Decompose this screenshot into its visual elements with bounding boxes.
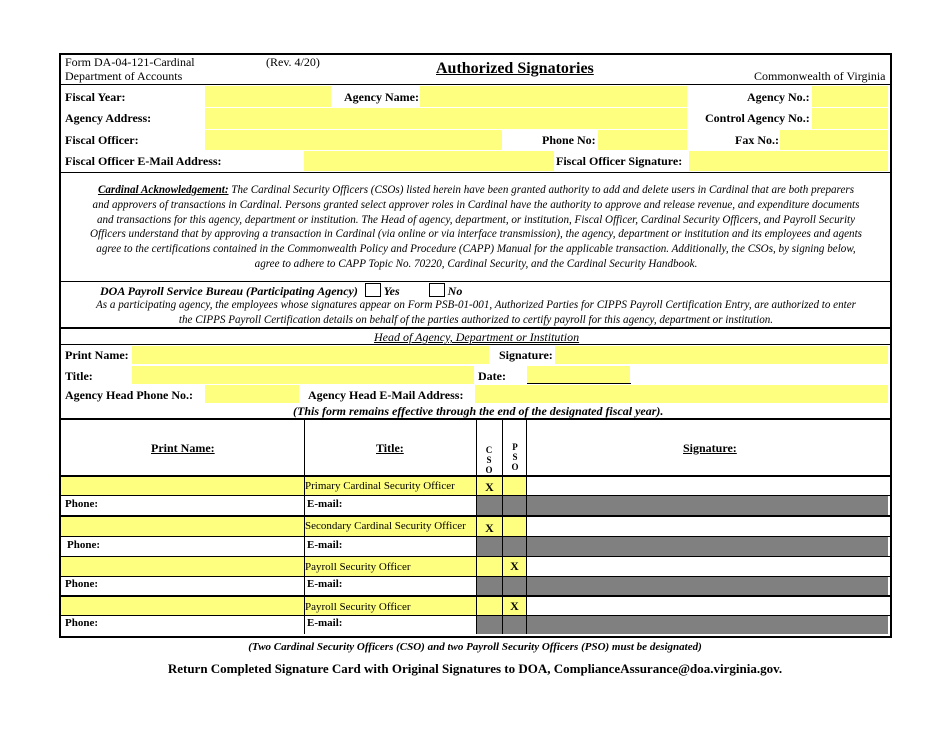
- payroll-bureau-label: DOA Payroll Service Bureau (Participating Agency): [100, 284, 358, 298]
- form-id: Form DA-04-121-Cardinal: [65, 55, 195, 69]
- head-date-label: Date:: [478, 369, 506, 383]
- officer-1-pso-cell: [503, 477, 526, 495]
- designation-note: (Two Cardinal Security Officers (CSO) and two Payroll Security Officers (PSO) must be designated): [248, 641, 702, 653]
- fiscal-year-label: Fiscal Year:: [65, 90, 126, 104]
- commonwealth-label: Commonwealth of Virginia: [754, 69, 886, 83]
- agency-name-label: Agency Name:: [344, 90, 419, 104]
- officer-4-email-label: E-mail:: [307, 617, 343, 629]
- head-title-label: Title:: [65, 369, 93, 383]
- head-email-label: Agency Head E-Mail Address:: [308, 388, 464, 402]
- officer-3-cso-cell: [477, 557, 502, 576]
- officer-3-title: Payroll Security Officer: [305, 557, 476, 576]
- col-signature: Signature:: [683, 441, 737, 455]
- officer-4-name-field[interactable]: [61, 597, 304, 615]
- officer-2-gray: [477, 537, 888, 556]
- agency-address-label: Agency Address:: [65, 111, 152, 125]
- agency-address-field[interactable]: [205, 108, 687, 129]
- fiscal-year-field[interactable]: [205, 86, 331, 107]
- officer-2-cso-mark: X: [485, 521, 494, 535]
- yes-label: Yes: [383, 284, 400, 298]
- officer-1-gray: [477, 496, 888, 515]
- head-print-name-label: Print Name:: [65, 348, 129, 362]
- fax-no-field[interactable]: [780, 130, 888, 150]
- head-signature-field[interactable]: [555, 346, 888, 364]
- fax-no-label: Fax No.:: [735, 133, 779, 147]
- officer-4-phone-label: Phone:: [65, 617, 98, 629]
- officer-1-phone-label: Phone:: [65, 498, 98, 510]
- control-agency-no-label: Control Agency No.:: [705, 111, 810, 125]
- fiscal-officer-signature-field[interactable]: [689, 151, 888, 171]
- officer-2-pso-cell: [503, 517, 526, 536]
- col-title: Title:: [376, 441, 404, 455]
- page-title: Authorized Signatories: [436, 60, 594, 77]
- head-signature-label: Signature:: [499, 348, 553, 362]
- officer-4-cso-cell: [477, 597, 502, 615]
- officer-2-name-field[interactable]: [61, 517, 304, 536]
- officer-3-pso-mark: X: [510, 559, 519, 573]
- fiscal-officer-email-field[interactable]: [304, 151, 554, 171]
- cardinal-acknowledgement: Cardinal Acknowledgement: The Cardinal Security Officers (CSOs) listed herein have been granted authority to add and delete users in Cardinal that are both preparers and approvers of transactions in Cardinal. Persons granted select approver roles in Cardinal have the authority to approve and release revenue, and expenditure documents and transactions for this agency, department or institution. The Head of agency, department, or institution, Fiscal Officer, Cardinal Security Officers, and Payroll Security Officers understand that by approving a transaction in Cardinal (via online or via interface transmission), the agency, department or institution and its employees and agents agree to the certifications contained in the Commonwealth Policy and Procedure (CAPP) Manual for the applicable transaction. Additionally, the CSOs, by signing below, agree to adhere to CAPP Topic No. 70220, Cardinal Security, and the Cardinal Security Handbook.: [90, 184, 862, 270]
- officer-3-gray: [477, 577, 888, 595]
- fiscal-officer-field[interactable]: [205, 130, 502, 150]
- agency-name-field[interactable]: [420, 86, 687, 107]
- officer-1-name-field[interactable]: [61, 477, 304, 495]
- col-cso: C S O: [485, 445, 493, 475]
- officer-1-cso-mark: X: [485, 480, 494, 494]
- officer-2-email-label: E-mail:: [307, 539, 343, 551]
- officer-1-title: Primary Cardinal Security Officer: [305, 477, 476, 495]
- form-revision: (Rev. 4/20): [266, 55, 320, 69]
- department-name: Department of Accounts: [65, 69, 183, 83]
- yes-checkbox[interactable]: [365, 283, 381, 297]
- officer-1-email-label: E-mail:: [307, 498, 343, 510]
- officer-4-title: Payroll Security Officer: [305, 597, 476, 615]
- head-phone-field[interactable]: [205, 385, 299, 403]
- payroll-note: As a participating agency, the employees whose signatures appear on Form PSB-01-001, Authorized Parties for CIPPS Payroll Certification Entry, are authorized to enter the CIPPS Payroll Certification details on behalf of the parties authorized to certify payroll for this agency, department or institution.: [96, 299, 856, 326]
- head-print-name-field[interactable]: [132, 346, 489, 364]
- agency-no-label: Agency No.:: [747, 90, 810, 104]
- officer-4-gray: [477, 616, 888, 634]
- col-print-name: Print Name:: [151, 441, 215, 455]
- phone-no-label: Phone No:: [542, 133, 596, 147]
- head-date-field[interactable]: [527, 366, 630, 384]
- head-of-agency-title: Head of Agency, Department or Institution: [374, 330, 580, 344]
- no-checkbox[interactable]: [429, 283, 445, 297]
- head-phone-label: Agency Head Phone No.:: [65, 388, 193, 402]
- control-agency-no-field[interactable]: [812, 108, 888, 129]
- fiscal-officer-label: Fiscal Officer:: [65, 133, 139, 147]
- officer-3-name-field[interactable]: [61, 557, 304, 576]
- phone-no-field[interactable]: [598, 130, 687, 150]
- fiscal-officer-email-label: Fiscal Officer E-Mail Address:: [65, 154, 222, 168]
- col-pso: P S O: [511, 442, 519, 472]
- payroll-bureau-row: [100, 283, 462, 299]
- officer-3-email-label: E-mail:: [307, 578, 343, 590]
- officer-4-pso-mark: X: [510, 599, 519, 613]
- officer-2-phone-label: Phone:: [67, 539, 100, 551]
- fiscal-officer-signature-label: Fiscal Officer Signature:: [556, 154, 683, 168]
- no-label: No: [447, 284, 463, 298]
- head-email-field[interactable]: [475, 385, 888, 403]
- effective-note: (This form remains effective through the end of the designated fiscal year).: [293, 404, 664, 418]
- agency-no-field[interactable]: [812, 86, 888, 107]
- return-instructions: Return Completed Signature Card with Original Signatures to DOA, ComplianceAssurance@doa.virginia.gov.: [167, 661, 783, 676]
- officer-2-title: Secondary Cardinal Security Officer: [305, 517, 476, 536]
- acknowledgement-heading: Cardinal Acknowledgement:: [97, 184, 229, 196]
- head-title-field[interactable]: [132, 366, 474, 384]
- officer-3-phone-label: Phone:: [65, 578, 98, 590]
